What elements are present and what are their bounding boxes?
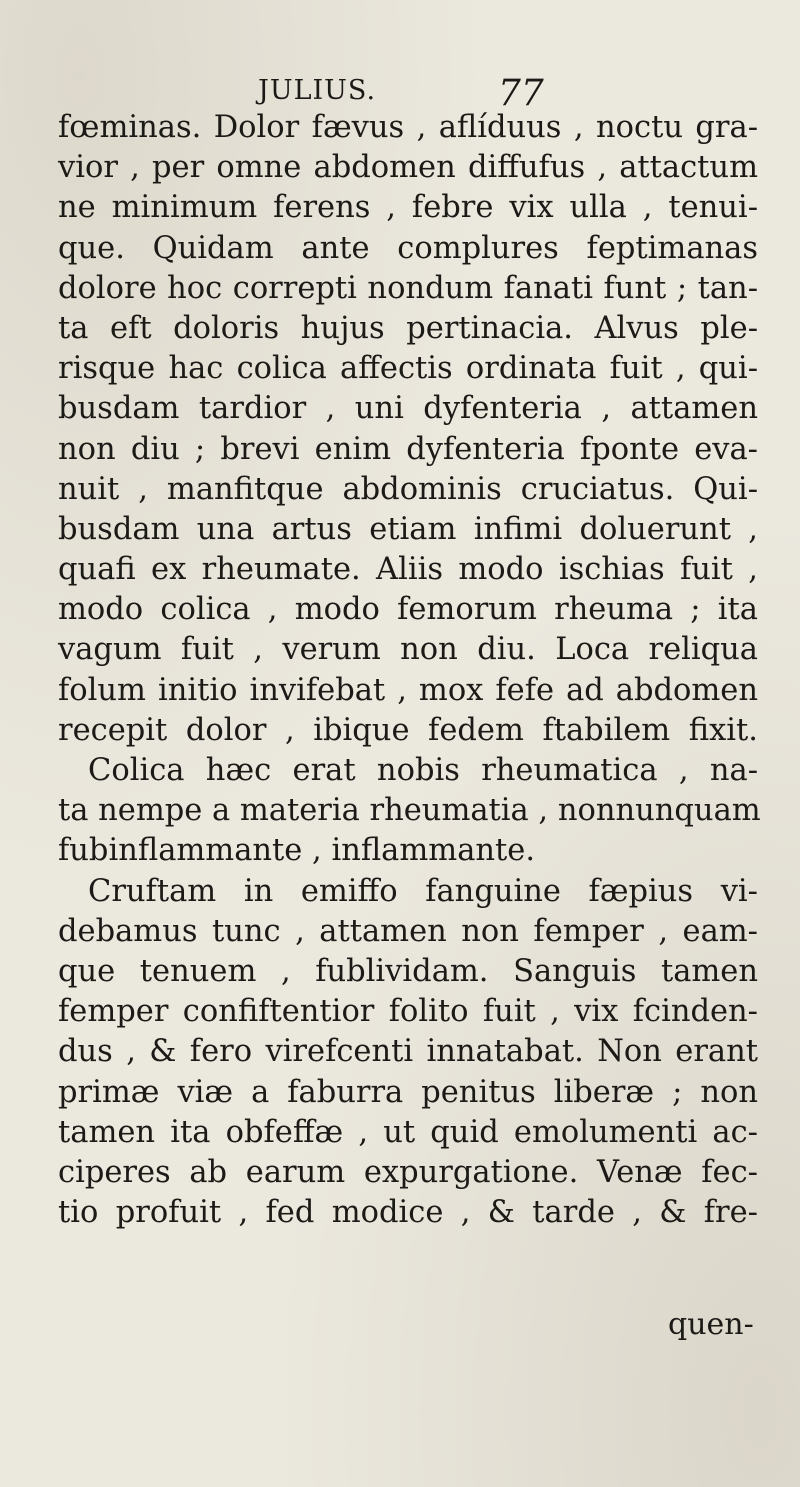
text-line: modo colica , modo femorum rheuma ; ita [58, 592, 758, 628]
page-number: 77 [498, 73, 544, 114]
text-line: debamus tunc , attamen non femper , eam- [58, 913, 758, 949]
text-line: fubinflammante , inflammante. [58, 833, 536, 869]
text-line: dus , & fero virefcenti innatabat. Non erant [58, 1034, 758, 1070]
text-line: ta nempe a materia rheumatia , nonnunquam [58, 793, 761, 829]
text-line: quafi ex rheumate. Aliis modo ischias fuit , [58, 552, 758, 588]
text-line: tio profuit , fed modice , & tarde , & fre- [58, 1195, 758, 1231]
text-line: ne minimum ferens , febre vix ulla , tenui- [58, 190, 758, 226]
catchword: quen- [668, 1307, 754, 1342]
text-line: non diu ; brevi enim dyfenteria fponte eva- [58, 431, 758, 467]
text-line: que tenuem , fublividam. Sanguis tamen [58, 953, 758, 989]
text-line: ta eft doloris hujus pertinacia. Alvus ple- [58, 310, 758, 346]
text-line: fœminas. Dolor fævus , aflíduus , noctu gra- [58, 110, 758, 145]
body-text [58, 108, 761, 1233]
text-line: dolore hoc correpti nondum fanati funt ; tan- [58, 270, 758, 306]
page-header [0, 22, 800, 114]
text-line: risque hac colica affectis ordinata fuit , qui- [58, 351, 758, 387]
text-line: que. Quidam ante complures feptimanas [58, 230, 758, 266]
text-line: tamen ita obfeffæ , ut quid emolumenti ac- [58, 1114, 758, 1150]
text-line: busdam tardior , uni dyfenteria , attamen [58, 391, 758, 427]
running-head: JULIUS. [258, 75, 377, 106]
text-line: nuit , manfitque abdominis cruciatus. Qui- [58, 471, 758, 507]
text-line: folum initio invifebat , mox fefe ad abdomen [58, 672, 758, 708]
text-line: busdam una artus etiam infimi doluerunt , [58, 511, 758, 547]
text-line: Cruftam in emiffo fanguine fæpius vi- [88, 873, 758, 909]
text-line: femper confiftentior folito fuit , vix fcinden- [58, 994, 758, 1030]
text-line: Colica hæc erat nobis rheumatica , na- [88, 753, 758, 788]
text-line: ciperes ab earum expurgatione. Venæ fec- [58, 1154, 758, 1190]
text-line: recepit dolor , ibique fedem ftabilem fixit. [58, 712, 758, 748]
text-line: vior , per omne abdomen diffufus , attactum [58, 150, 758, 186]
text-line: primæ viæ a faburra penitus liberæ ; non [58, 1074, 758, 1110]
text-line: vagum fuit , verum non diu. Loca reliqua [58, 632, 758, 668]
